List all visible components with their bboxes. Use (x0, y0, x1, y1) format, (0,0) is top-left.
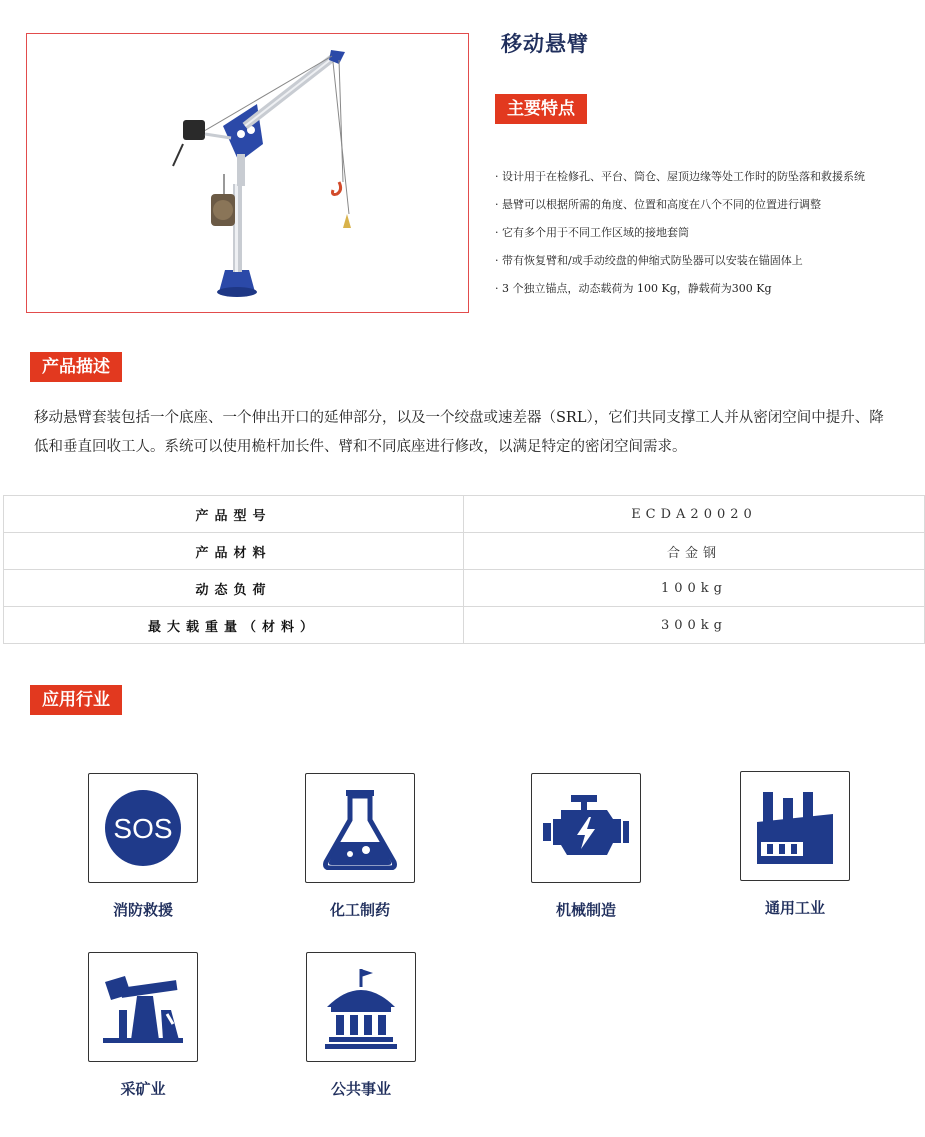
app-item-general-industry[interactable] (740, 771, 850, 917)
product-image (26, 33, 469, 313)
app-item-machinery[interactable] (531, 773, 641, 919)
features-list (495, 168, 915, 308)
svg-text:SOS: SOS (113, 813, 173, 844)
description-text: 移动悬臂套装包括一个底座、一个伸出开口的延伸部分，以及一个绞盘或速差器（SRL），它们共同支撑工人并从密闭空间中提升、降低和垂直回收工人。系统可以使用桅杆加长件、臂和不同底座进行修改，以满足特定的密闭空间需求。 (34, 410, 884, 455)
factory-icon (755, 786, 835, 866)
description-heading: 产品描述 (30, 352, 122, 382)
spec-value: 100kg (464, 570, 925, 607)
app-item-mining[interactable] (88, 952, 198, 1098)
engine-icon (541, 793, 631, 863)
flask-icon (320, 786, 400, 870)
spec-table (3, 495, 925, 644)
feature-item: · 设计用于在检修孔、平台、筒仓、屋顶边缘等处工作时的防坠落和救援系统 (495, 170, 865, 183)
app-item-fire-rescue[interactable] (88, 773, 198, 919)
features-heading: 主要特点 (495, 94, 587, 124)
spec-value: ECDA20020 (464, 496, 925, 533)
table-row (4, 496, 925, 533)
sos-icon (101, 786, 185, 870)
feature-item: · 悬臂可以根据所需的角度、位置和高度在八个不同的位置进行调整 (495, 198, 821, 211)
table-row (4, 570, 925, 607)
app-label: 通用工业 (764, 899, 825, 917)
product-title: 移动悬臂 (501, 32, 589, 56)
spec-key: 产品型号 (4, 496, 464, 533)
spec-value: 300kg (464, 607, 925, 644)
davit-illustration (27, 34, 467, 311)
table-row (4, 533, 925, 570)
public-building-icon (323, 965, 399, 1049)
oil-pump-icon (101, 970, 185, 1044)
app-item-chemical-pharma[interactable] (305, 773, 415, 919)
app-label: 公共事业 (330, 1080, 391, 1098)
applications-heading: 应用行业 (30, 685, 122, 715)
app-label: 机械制造 (555, 901, 616, 919)
spec-key: 产品材料 (4, 533, 464, 570)
table-row (4, 607, 925, 644)
spec-key: 最大载重量（材料） (4, 607, 464, 644)
app-label: 消防救援 (112, 901, 173, 919)
feature-item: · 它有多个用于不同工作区域的接地套筒 (495, 226, 689, 239)
spec-key: 动态负荷 (4, 570, 464, 607)
app-item-public-utilities[interactable] (306, 952, 416, 1098)
feature-item: · 3 个独立锚点，动态载荷为 100 Kg，静载荷为300 Kg (495, 282, 772, 295)
app-label: 化工制药 (329, 901, 390, 919)
feature-item: · 带有恢复臂和/或手动绞盘的伸缩式防坠器可以安装在锚固体上 (495, 254, 803, 267)
spec-value: 合金钢 (464, 533, 925, 570)
app-label: 采矿业 (120, 1080, 166, 1098)
